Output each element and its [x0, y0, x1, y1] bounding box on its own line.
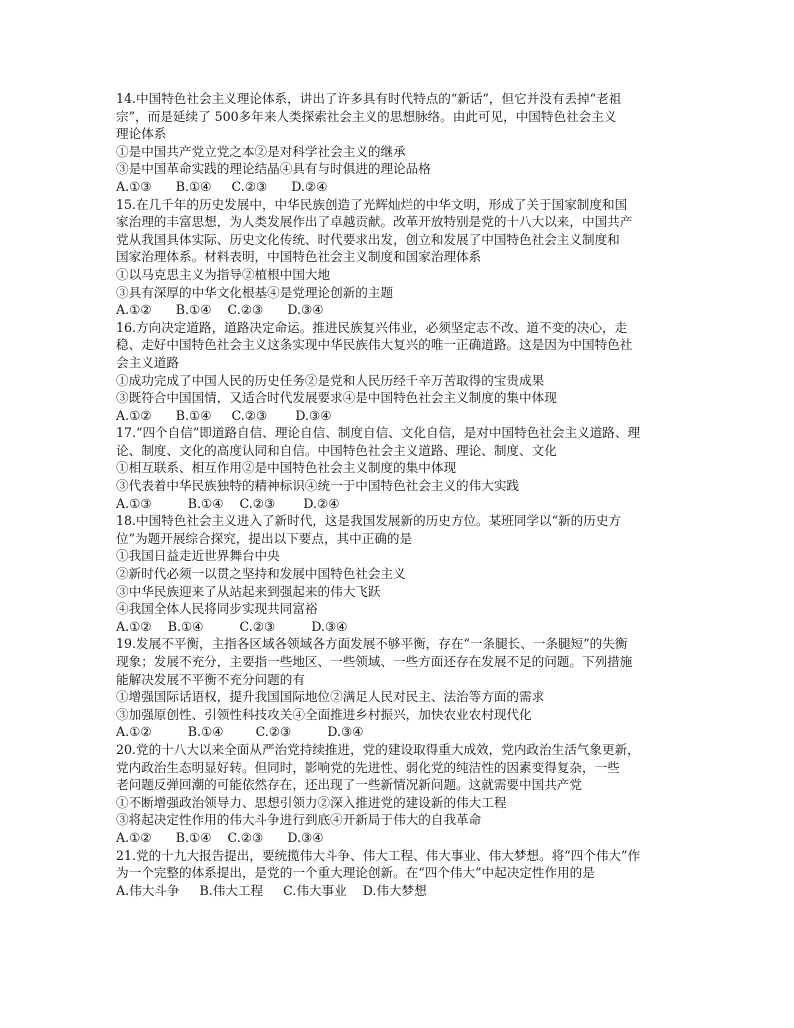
question-stem-line: 19.发展不平衡，主指各区域各领域各方面发展不够平衡，存在“一条腿长、一条腿短”的失衡 — [116, 636, 628, 652]
question-stem-line: 党内政治生态明显好转。但同时，影响党的先进性、弱化党的纯洁性的因素变得复杂，一些 — [116, 759, 620, 775]
answer-options: A.伟大斗争 B.伟大工程 C.伟大事业 D.伟大梦想 — [116, 882, 427, 898]
answer-options: A.①③ B.①④ C.②③ D.②④ — [116, 178, 328, 194]
question-stem-line: 14.中国特色社会主义理论体系，讲出了许多具有时代特点的“新话”，但它并没有丢掉“老祖 — [116, 91, 622, 106]
question-stem-line: 会主义道路 — [116, 354, 179, 370]
question-stem-line: 为一个完整的体系提出，是党的一个重大理论创新。在“四个伟大”中起决定性作用的是 — [116, 865, 595, 881]
question-stem-line: 家治理的丰富思想，为人类发展作出了卓越贡献。改革开放特别是党的十八大以来，中国共产 — [116, 214, 633, 230]
choice-item: ①相互联系、相互作用②是中国特色社会主义制度的集中体现 — [116, 460, 457, 476]
choice-item: ①以马克思主义为指导②植根中国大地 — [116, 266, 331, 282]
question-17 — [116, 424, 686, 512]
question-stem-line: 能解决发展不平衡不充分问题的有 — [116, 671, 305, 687]
question-15 — [116, 196, 686, 319]
question-stem-line: 16.方向决定道路，道路决定命运。推进民族复兴伟业，必须坚定志不改、道不变的决心，走 — [116, 319, 628, 335]
answer-options: A.①② B.①④ C.②③ D.③④ — [116, 618, 348, 634]
question-19 — [116, 635, 686, 741]
question-stem-line: 论、制度、文化的高度认同和自信。中国特色社会主义道路、理论、制度、文化 — [116, 442, 557, 458]
question-stem-line: 现象；发展不充分，主要指一些地区、一些领域、一些方面还存在发展不足的问题。下列措施 — [116, 654, 633, 669]
question-14 — [116, 90, 686, 196]
question-16 — [116, 319, 686, 425]
question-21 — [116, 847, 686, 900]
question-20 — [116, 741, 686, 847]
question-stem-line: 宗”，而是延续了 500多年来人类探索社会主义的思想脉络。由此可见，中国特色社会主义 — [116, 108, 617, 124]
question-stem-line: 21.党的十九大报告提出，要统揽伟大斗争、伟大工程、伟大事业、伟大梦想。将“四个伟大”作 — [116, 847, 641, 863]
choice-item: ③中华民族迎来了从站起来到强起来的伟大飞跃 — [116, 583, 381, 599]
choice-item: ①是中国共产党立党之本②是对科学社会主义的继承 — [116, 143, 406, 159]
question-stem-line: 党从我国具体实际、历史文化传统、时代要求出发，创立和发展了中国特色社会主义制度和 — [116, 231, 620, 247]
choice-item: ③将起决定性作用的伟大斗争进行到底④开新局于伟大的自我革命 — [116, 812, 482, 828]
question-stem-line: 理论体系 — [116, 126, 167, 142]
choice-item: ①成功完成了中国人民的历史任务②是党和人民历经千辛万苦取得的宝贵成果 — [116, 372, 545, 388]
question-stem-line: 稳、走好中国特色社会主义这条实现中华民族伟大复兴的唯一正确道路。这是因为中国特色社 — [116, 337, 633, 353]
question-stem-line: 位”为题开展综合探究，提出以下要点，其中正确的是 — [116, 530, 413, 546]
question-stem-line: 18.中国特色社会主义进入了新时代，这是我国发展新的历史方位。某班同学以“新的历史方 — [116, 513, 622, 529]
question-18 — [116, 512, 686, 635]
question-stem-line: 20.党的十八大以来全面从严治党持续推进，党的建设取得重大成效，党内政治生活气象更新， — [116, 741, 640, 757]
answer-options: A.①② B.①④ C.②③ D.③④ — [116, 302, 324, 318]
answer-options: A.①③ B.①④ C.②③ D.②④ — [116, 495, 340, 511]
choice-item: ①我国日益走近世界舞台中央 — [116, 548, 280, 564]
question-stem-line: 老问题反弹回潮的可能依然存在，还出现了一些新情况新问题。这就需要中国共产党 — [116, 777, 582, 793]
choice-item: ①增强国际话语权，提升我国国际地位②满足人民对民主、法治等方面的需求 — [116, 689, 545, 705]
choice-item: ③具有深厚的中华文化根基④是党理论创新的主题 — [116, 284, 394, 300]
choice-item: ③代表着中华民族独特的精神标识④统一于中国特色社会主义的伟大实践 — [116, 478, 519, 494]
answer-options: A.①② B.①④ C.②③ D.③④ — [116, 829, 324, 845]
choice-item: ③加强原创性、引领性科技攻关④全面推进乡村振兴，加快农业农村现代化 — [116, 706, 532, 722]
choice-item: ④我国全体人民将同步实现共同富裕 — [116, 601, 318, 617]
choice-item: ②新时代必须一以贯之坚持和发展中国特色社会主义 — [116, 566, 406, 582]
choice-item: ③是中国革命实践的理论结晶④具有与时俱进的理论品格 — [116, 161, 431, 177]
question-stem-line: 15.在几千年的历史发展中，中华民族创造了光辉灿烂的中华文明，形成了关于国家制度和国 — [116, 196, 628, 212]
choice-item: ①不断增强政治领导力、思想引领力②深入推进党的建设新的伟大工程 — [116, 794, 507, 810]
answer-options: A.①② B.①④ C.②③ D.③④ — [116, 724, 364, 740]
question-stem-line: 17.“四个自信”即道路自信、理论自信、制度自信、文化自信，是对中国特色社会主义道路、理 — [116, 425, 641, 441]
choice-item: ③既符合中国国情，又适合时代发展要求④是中国特色社会主义制度的集中体现 — [116, 390, 557, 406]
answer-options: A.①② B.①④ C.②③ D.③④ — [116, 407, 332, 423]
question-stem-line: 国家治理体系。材料表明，中国特色社会主义制度和国家治理体系 — [116, 249, 482, 265]
exam-page — [116, 90, 686, 899]
